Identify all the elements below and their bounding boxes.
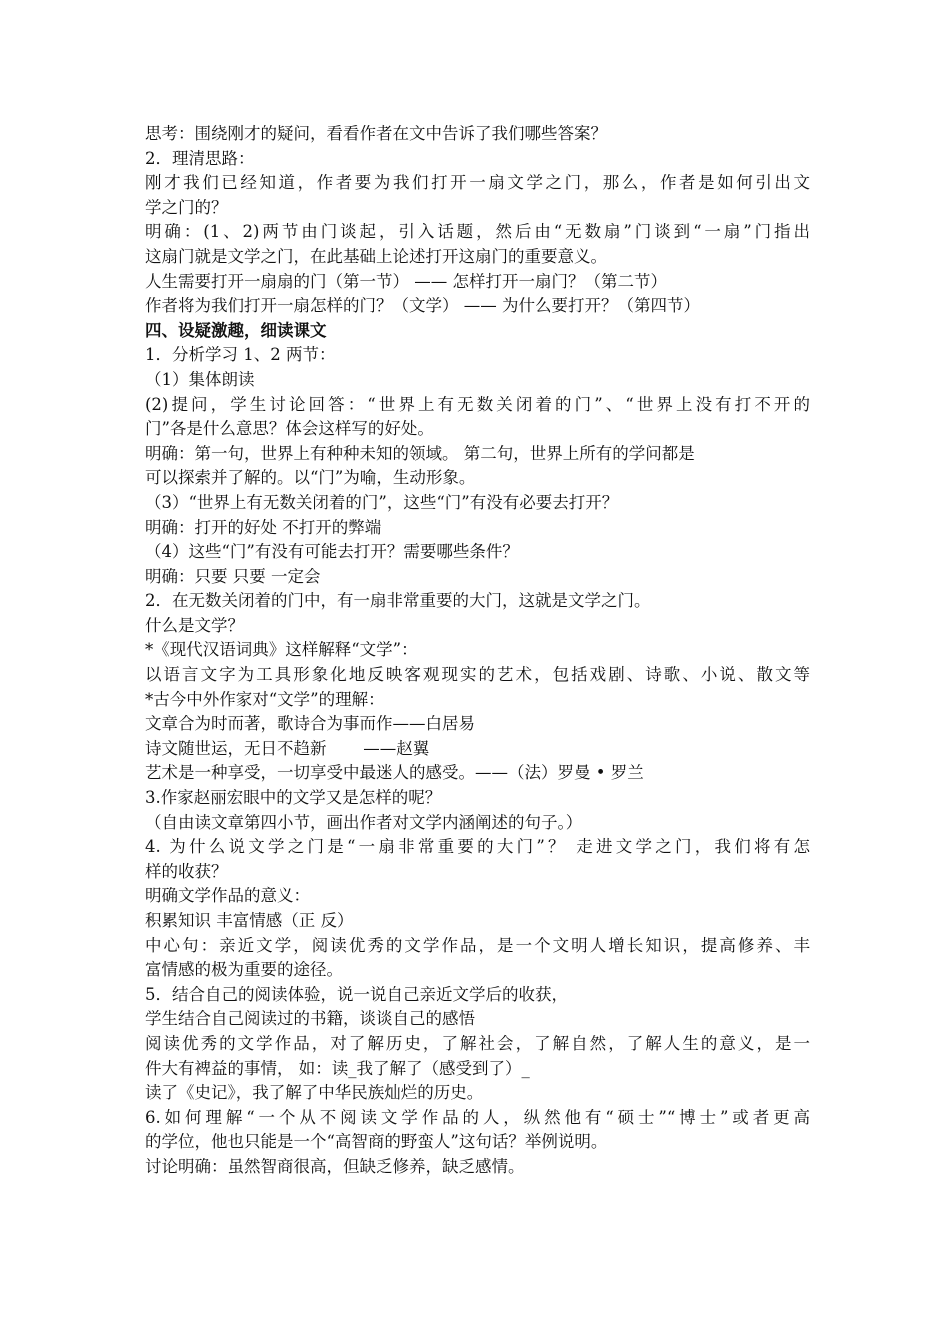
text-line: 诗文随世运，无日不趋新 ——赵翼 [145, 738, 430, 758]
text-line: 积累知识 丰富情感（正 反） [145, 911, 354, 930]
text-line: 可以探索并了解的。以“门”为喻，生动形象。 [145, 468, 476, 488]
text-line: 件大有裨益的事情， 如：读_我了解了（感受到了）_ [145, 1058, 530, 1078]
document-body [145, 122, 810, 1180]
text-line: 学生结合自己阅读过的书籍，谈谈自己的感悟 [145, 1009, 475, 1029]
text-line: 人生需要打开一扇扇的门（第一节） —— 怎样打开一扇门？（第二节） [145, 271, 667, 291]
text-line: 思考：围绕刚才的疑问，看看作者在文中告诉了我们哪些答案？ [145, 124, 607, 143]
section-heading: 四、设疑激趣，细读课文 [145, 320, 327, 340]
text-line: （4）这些“门”有没有可能去打开？需要哪些条件？ [145, 542, 519, 562]
text-line: 明确文学作品的意义： [145, 886, 310, 906]
text-line: 明确：第一句，世界上有种种未知的领域。 第二句，世界上所有的学问都是 [145, 443, 695, 463]
text-line: 艺术是一种享受，一切享受中最迷人的感受。——（法）罗曼 • 罗兰 [145, 763, 644, 783]
text-line: 明确：(1、2)两节由门谈起，引入话题，然后由“无数扇”门谈到“一扇”门指出 [145, 222, 810, 242]
text-line: 明确：打开的好处 不打开的弊端 [145, 517, 382, 537]
text-line: 明确：只要 只要 一定会 [145, 566, 321, 586]
text-line: （3）“世界上有无数关闭着的门”，这些“门”有没有必要去打开？ [145, 492, 619, 512]
text-line: （1）集体朗读 [145, 369, 255, 389]
text-line: 中心句：亲近文学，阅读优秀的文学作品，是一个文明人增长知识，提高修养、丰 [145, 935, 810, 955]
text-line: 样的收获？ [145, 861, 228, 881]
text-line: 3.作家赵丽宏眼中的文学又是怎样的呢？ [145, 788, 442, 808]
text-line: 刚才我们已经知道，作者要为我们打开一扇文学之门，那么，作者是如何引出文 [145, 173, 810, 193]
text-line: 文章合为时而著，歌诗合为事而作——白居易 [145, 714, 475, 734]
text-line: 门”各是什么意思？体会这样写的好处。 [145, 419, 434, 439]
text-line: (2)提问，学生讨论回答：“世界上有无数关闭着的门”、“世界上没有打不开的 [145, 394, 810, 414]
text-line: 2．理清思路： [145, 148, 255, 168]
text-line: 这扇门就是文学之门，在此基础上论述打开这扇门的重要意义。 [145, 246, 607, 266]
text-line: 学之门的？ [145, 197, 228, 217]
text-line: *《现代汉语词典》这样解释“文学”： [145, 640, 418, 660]
text-line: *古今中外作家对“文学”的理解： [145, 689, 385, 709]
text-line: 富情感的极为重要的途径。 [145, 960, 343, 980]
text-line: 阅读优秀的文学作品，对了解历史，了解社会，了解自然，了解人生的意义，是一 [145, 1033, 810, 1053]
text-line: 6.如何理解“一个从不阅读文学作品的人，纵然他有“硕士”“博士”或者更高 [145, 1107, 810, 1127]
text-line: 的学位，他也只能是一个“高智商的野蛮人”这句话？举例说明。 [145, 1132, 608, 1152]
text-line: 1．分析学习 1、2 两节： [145, 345, 336, 365]
text-line: 作者将为我们打开一扇怎样的门？（文学） —— 为什么要打开？（第四节） [145, 296, 700, 316]
text-line: 以语言文字为工具形象化地反映客观现实的艺术，包括戏剧、诗歌、小说、散文等 [145, 665, 810, 685]
text-line: （自由读文章第四小节，画出作者对文学内涵阐述的句子。） [145, 812, 583, 832]
text-line: 4. 为什么说文学之门是“一扇非常重要的大门”？ 走进文学之门，我们将有怎 [145, 837, 810, 857]
text-line: 读了《史记》，我了解了中华民族灿烂的历史。 [145, 1083, 484, 1103]
text-line: 讨论明确：虽然智商很高，但缺乏修养，缺乏感情。 [145, 1156, 525, 1176]
text-line: 5．结合自己的阅读体验，说一说自己亲近文学后的收获， [145, 984, 568, 1004]
text-line: 2．在无数关闭着的门中，有一扇非常重要的大门，这就是文学之门。 [145, 591, 651, 611]
text-line: 什么是文学？ [145, 615, 244, 635]
